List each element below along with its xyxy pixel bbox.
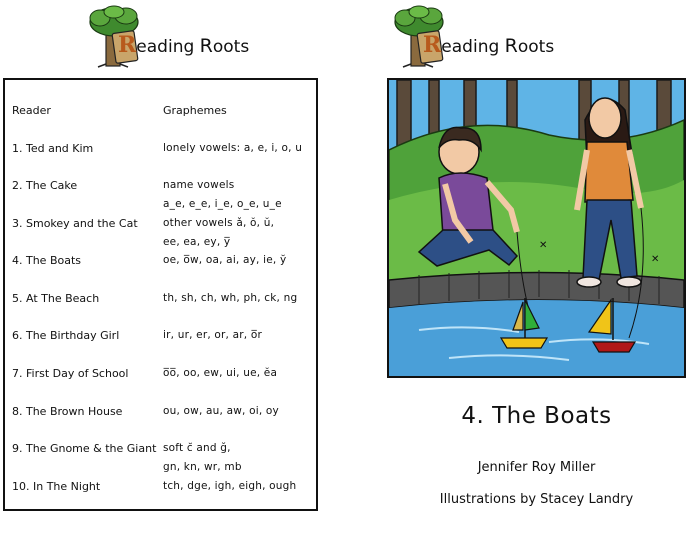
- reading-roots-logo: [84, 4, 250, 68]
- reading-roots-logo-right: [389, 4, 555, 68]
- grapheme-line: lonely vowels: a, e, i, o, u: [163, 142, 303, 154]
- reader-title: 9. The Gnome & the Giant: [12, 442, 157, 455]
- grapheme-line: o̅o̅, oo, ew, ui, ue, ĕa: [163, 367, 278, 379]
- author-name: Jennifer Roy Miller: [477, 460, 596, 475]
- reader-title: 8. The Brown House: [12, 405, 123, 418]
- graphemes-column-header: Graphemes: [163, 104, 227, 117]
- grapheme-line: th, sh, ch, wh, ph, ck, ng: [163, 292, 298, 304]
- logo-wordmark: Reading Roots: [118, 32, 250, 58]
- reader-title: 2. The Cake: [12, 179, 78, 192]
- reader-title: 3. Smokey and the Cat: [12, 217, 138, 230]
- svg-text:✕: ✕: [539, 240, 548, 251]
- grapheme-line: a_e, e_e, i_e, o_e, u_e: [163, 198, 282, 210]
- svg-text:✕: ✕: [651, 254, 660, 265]
- reader-title: 1. Ted and Kim: [12, 142, 94, 155]
- reader-table: [3, 78, 318, 511]
- reader-column-header: Reader: [12, 104, 51, 117]
- reader-title: 10. In The Night: [12, 480, 101, 493]
- grapheme-line: gn, kn, wr, mb: [163, 461, 242, 473]
- children-sailing-boats-illustration: [389, 80, 684, 376]
- book-title: 4. The Boats: [461, 403, 612, 429]
- grapheme-line: tch, dge, igh, eigh, ough: [163, 480, 297, 492]
- illustrator-credit: Illustrations by Stacey Landry: [439, 492, 634, 507]
- cover-illustration: [387, 78, 686, 378]
- reader-title: 7. First Day of School: [12, 367, 129, 380]
- logo-wordmark: Reading Roots: [423, 32, 555, 58]
- grapheme-line: ee, ea, ey, y̅: [163, 236, 231, 248]
- grapheme-line: soft c̆ and ğ,: [163, 442, 231, 454]
- grapheme-line: ir, ur, er, or, ar, o̅r: [163, 329, 262, 341]
- grapheme-line: name vowels: [163, 179, 235, 191]
- grapheme-line: ou, ow, au, aw, oi, oy: [163, 405, 279, 417]
- reader-title: 4. The Boats: [12, 254, 82, 267]
- reader-title: 5. At The Beach: [12, 292, 100, 305]
- grapheme-line: oe, o̅w, oa, ai, ay, ie, y̆: [163, 254, 287, 266]
- grapheme-line: other vowels ǎ, ŏ, ŭ,: [163, 217, 275, 229]
- reader-title: 6. The Birthday Girl: [12, 329, 120, 342]
